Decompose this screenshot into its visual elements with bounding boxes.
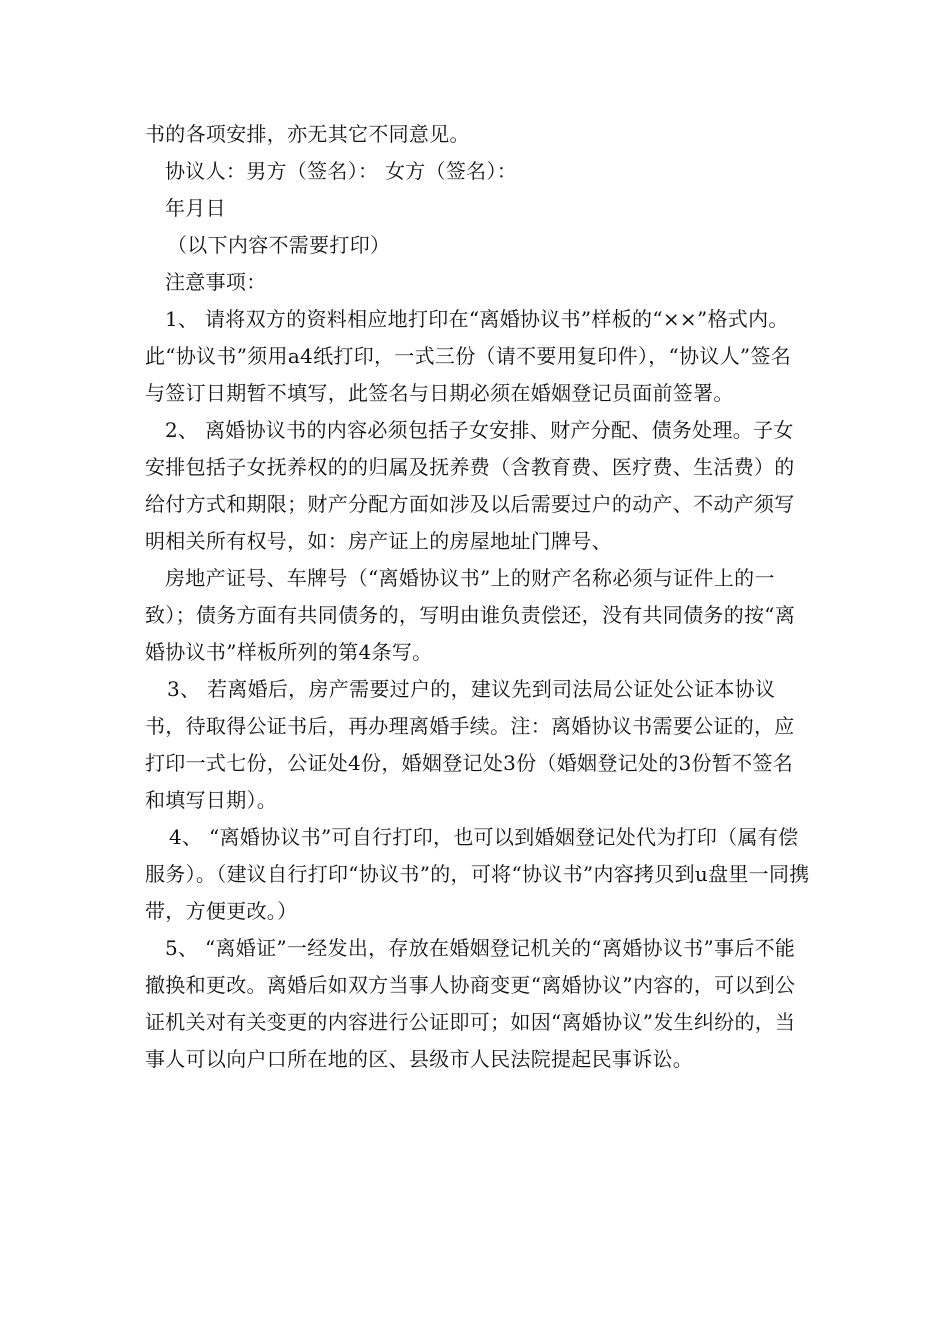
paragraph-continuation: 书的各项安排，亦无其它不同意见。 bbox=[145, 122, 470, 146]
document-body bbox=[145, 116, 810, 1078]
paragraph-date: 年月日 bbox=[165, 196, 226, 220]
paragraph-note-4: 4、 “离婚协议书”可自行打印，也可以到婚姻登记处代为打印（属有偿服务）。（建议自行打印“协议书”的，可将“协议书”内容拷贝到u盘里一同携带，方便更改。） bbox=[145, 825, 810, 923]
paragraph-note-1: 1、 请将双方的资料相应地打印在“离婚协议书”样板的“××”格式内。此“协议书”须用a4纸打印，一式三份（请不要用复印件），“协议人”签名与签订日期暂不填写，此签名与日期必须在婚姻登记员面前签署。 bbox=[145, 307, 792, 405]
paragraph-notes-heading: 注意事项： bbox=[165, 270, 267, 294]
paragraph-note-2-continued: 房地产证号、车牌号（“离婚协议书”上的财产名称必须与证件上的一致）；债务方面有共同债务的，写明由谁负责偿还，没有共同债务的按“离婚协议书”样板所列的第4条写。 bbox=[145, 566, 796, 664]
paragraph-signatures: 协议人：男方（签名）： 女方（签名）： bbox=[165, 159, 518, 183]
paragraph-note-5: 5、 “离婚证”一经发出，存放在婚姻登记机关的“离婚协议书”事后不能撤换和更改。离婚后如双方当事人协商变更“离婚协议”内容的，可以到公证机关对有关变更的内容进行公证即可；如因“离婚协议”发生纠纷的，当事人可以向户口所在地的区、县级市人民法院提起民事诉讼。 bbox=[145, 936, 796, 1071]
paragraph-note-3: 3、 若离婚后，房产需要过户的，建议先到司法局公证处公证本协议书，待取得公证书后，再办理离婚手续。注：离婚协议书需要公证的，应打印一式七份，公证处4份，婚姻登记处3份（婚姻登记处的3份暂不签名和填写日期）。 bbox=[145, 677, 795, 812]
paragraph-print-note: （以下内容不需要打印） bbox=[167, 233, 391, 257]
paragraph-note-2: 2、 离婚协议书的内容必须包括子女安排、财产分配、债务处理。子女安排包括子女抚养权的的归属及抚养费（含教育费、医疗费、生活费）的给付方式和期限；财产分配方面如涉及以后需要过户的动产、不动产须写明相关所有权号，如：房产证上的房屋地址门牌号、 bbox=[145, 418, 795, 553]
